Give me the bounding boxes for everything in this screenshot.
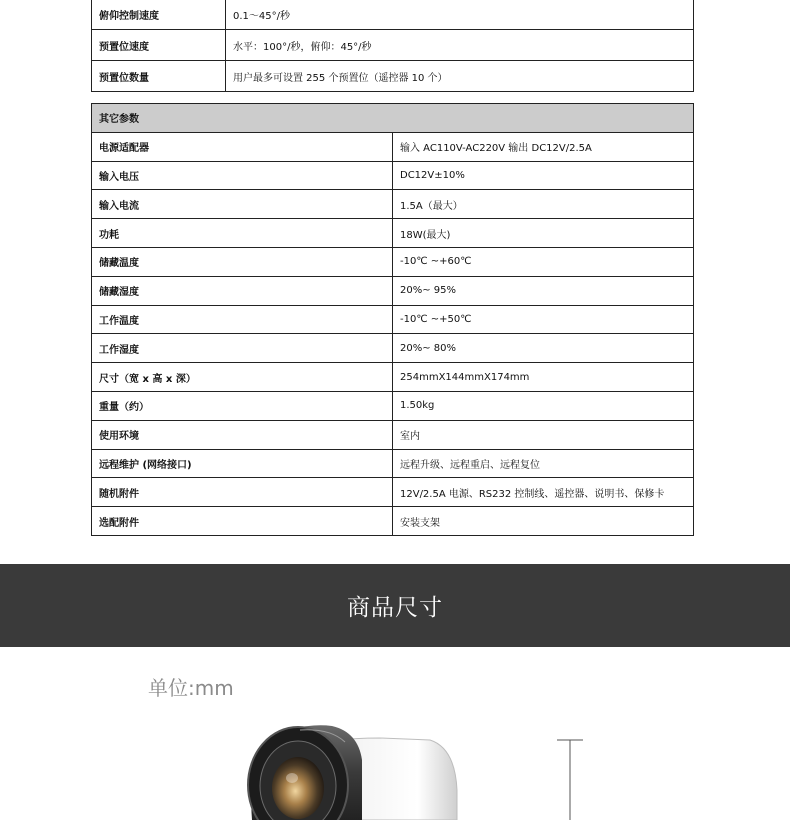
spec-value: -10℃ ~+60℃	[393, 247, 694, 276]
section-header-row	[92, 104, 694, 133]
table-row	[92, 276, 694, 305]
spec-value: 安装支架	[393, 507, 694, 536]
spec-value: 0.1～45°/秒	[226, 0, 694, 30]
table-row	[92, 219, 694, 248]
spec-label: 储藏温度	[92, 247, 393, 276]
table-row	[92, 132, 694, 161]
spec-label: 随机附件	[92, 478, 393, 507]
table-row	[92, 391, 694, 420]
spec-label: 选配附件	[92, 507, 393, 536]
banner-title: 商品尺寸	[347, 595, 443, 621]
spec-value: 20%~ 80%	[393, 334, 694, 363]
spec-value: 输入 AC110V-AC220V 输出 DC12V/2.5A	[393, 132, 694, 161]
table-row	[92, 190, 694, 219]
table-row	[92, 61, 694, 92]
table-row	[92, 30, 694, 61]
table-row	[92, 334, 694, 363]
table-row	[92, 420, 694, 449]
spec-label: 工作湿度	[92, 334, 393, 363]
spec-label: 输入电流	[92, 190, 393, 219]
spec-value: 用户最多可设置 255 个预置位（遥控器 10 个）	[226, 61, 694, 92]
table-row	[92, 449, 694, 478]
spec-value: DC12V±10%	[393, 161, 694, 190]
spec-label: 输入电压	[92, 161, 393, 190]
spec-label: 俯仰控制速度	[92, 0, 226, 30]
section-banner	[0, 564, 790, 647]
table-row	[92, 305, 694, 334]
spec-label: 预置位数量	[92, 61, 226, 92]
table-row	[92, 0, 694, 30]
spec-value: 远程升级、远程重启、远程复位	[393, 449, 694, 478]
spec-value: 18W(最大)	[393, 219, 694, 248]
spec-table-ptz	[91, 0, 694, 92]
section-heading: 其它参数	[92, 104, 694, 133]
spec-value: -10℃ ~+50℃	[393, 305, 694, 334]
spec-value: 1.50kg	[393, 391, 694, 420]
spec-label: 尺寸（宽 x 高 x 深）	[92, 363, 393, 392]
spec-label: 远程维护 (网络接口)	[92, 449, 393, 478]
spec-label: 重量（约）	[92, 391, 393, 420]
spec-label: 储藏湿度	[92, 276, 393, 305]
spec-value: 254mmX144mmX174mm	[393, 363, 694, 392]
table-row	[92, 363, 694, 392]
table-row	[92, 247, 694, 276]
unit-label: 单位:mm	[148, 676, 234, 700]
spec-table-other	[91, 103, 694, 536]
spec-value: 室内	[393, 420, 694, 449]
spec-value: 水平：100°/秒，俯仰：45°/秒	[226, 30, 694, 61]
spec-label: 工作温度	[92, 305, 393, 334]
table-row	[92, 507, 694, 536]
spec-label: 预置位速度	[92, 30, 226, 61]
spec-value: 12V/2.5A 电源、RS232 控制线、遥控器、说明书、保修卡	[393, 478, 694, 507]
spec-label: 电源适配器	[92, 132, 393, 161]
table-row	[92, 478, 694, 507]
spec-label: 使用环境	[92, 420, 393, 449]
spec-label: 功耗	[92, 219, 393, 248]
table-row	[92, 161, 694, 190]
spec-value: 1.5A（最大）	[393, 190, 694, 219]
spec-value: 20%~ 95%	[393, 276, 694, 305]
